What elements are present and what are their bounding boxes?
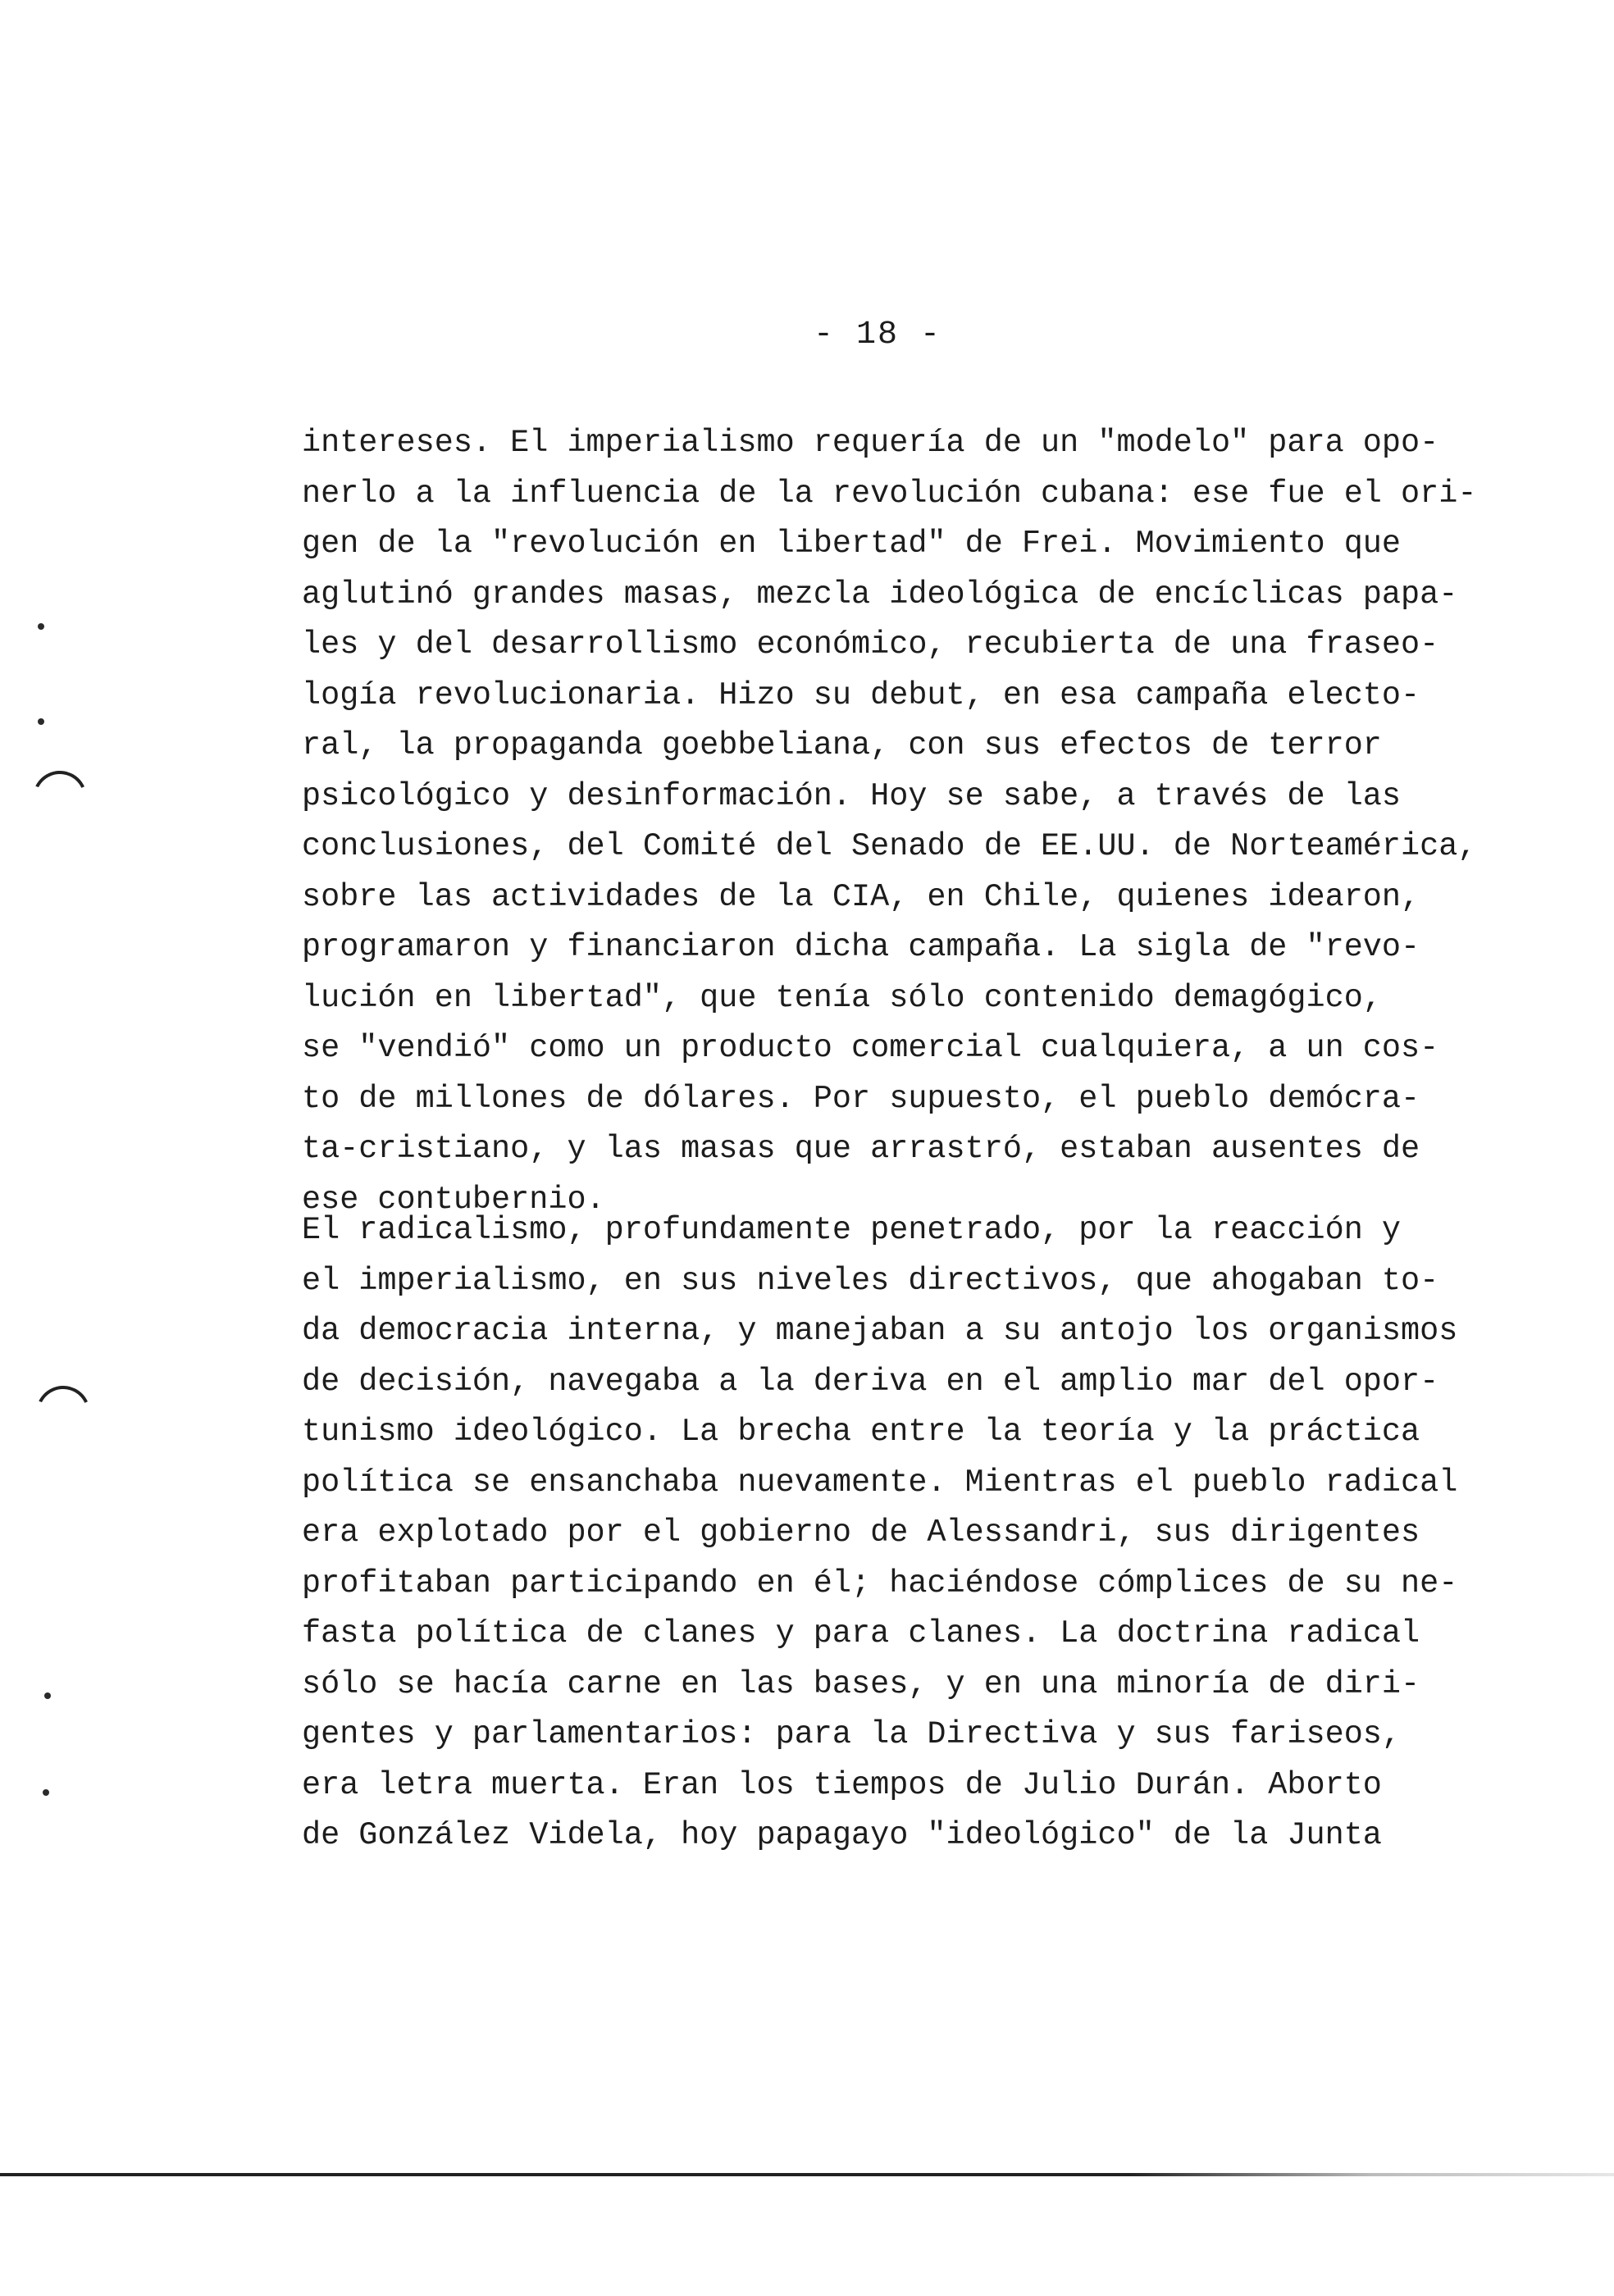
text-line: to de millones de dólares. Por supuesto, el pueblo demócra- bbox=[302, 1080, 1420, 1117]
text-line: programaron y financiaron dicha campaña. La sigla de "revo- bbox=[302, 929, 1420, 965]
margin-speck bbox=[43, 1789, 49, 1796]
page-number: - 18 - bbox=[813, 317, 942, 353]
margin-speck bbox=[38, 718, 44, 725]
text-line: sobre las actividades de la CIA, en Chile, quienes idearon, bbox=[302, 878, 1420, 915]
text-line: gen de la "revolución en libertad" de Frei. Movimiento que bbox=[302, 526, 1402, 562]
text-line: tunismo ideológico. La brecha entre la teoría y la práctica bbox=[302, 1414, 1420, 1450]
text-line: nerlo a la influencia de la revolución cubana: ese fue el ori- bbox=[302, 475, 1477, 512]
text-line: profitaban participando en él; haciéndose cómplices de su ne- bbox=[302, 1565, 1458, 1601]
text-line: el imperialismo, en sus niveles directivos, que ahogaban to- bbox=[302, 1262, 1439, 1299]
text-line: intereses. El imperialismo requería de un "modelo" para opo- bbox=[302, 425, 1439, 461]
text-line: se "vendió" como un producto comercial cualquiera, a un cos- bbox=[302, 1030, 1439, 1066]
text-line: gentes y parlamentarios: para la Directiva y sus fariseos, bbox=[302, 1716, 1402, 1752]
paragraph-2 bbox=[302, 1205, 1457, 1861]
scan-bottom-edge bbox=[0, 2173, 1614, 2176]
punch-hole-mark bbox=[25, 763, 95, 833]
punch-hole-mark bbox=[29, 1378, 98, 1448]
text-line: logía revolucionaria. Hizo su debut, en esa campaña electo- bbox=[302, 676, 1420, 713]
text-line: de decisión, navegaba a la deriva en el amplio mar del opor- bbox=[302, 1363, 1439, 1400]
text-line: política se ensanchaba nuevamente. Mientras el pueblo radical bbox=[302, 1464, 1458, 1501]
text-line: conclusiones, del Comité del Senado de EE.UU. de Norteamérica, bbox=[302, 828, 1477, 864]
margin-speck bbox=[38, 623, 44, 630]
text-line: sólo se hacía carne en las bases, y en una minoría de diri- bbox=[302, 1665, 1420, 1702]
text-line: de González Videla, hoy papagayo "ideológico" de la Junta bbox=[302, 1817, 1382, 1853]
text-line: era explotado por el gobierno de Alessandri, sus dirigentes bbox=[302, 1515, 1420, 1551]
text-line: fasta política de clanes y para clanes. La doctrina radical bbox=[302, 1615, 1420, 1651]
text-line: El radicalismo, profundamente penetrado, por la reacción y bbox=[302, 1212, 1402, 1248]
text-line: les y del desarrollismo económico, recubierta de una fraseo- bbox=[302, 626, 1439, 663]
text-line: ral, la propaganda goebbeliana, con sus efectos de terror bbox=[302, 727, 1382, 763]
paragraph-1 bbox=[302, 418, 1476, 1225]
text-line: da democracia interna, y manejaban a su antojo los organismos bbox=[302, 1313, 1458, 1349]
margin-speck bbox=[44, 1692, 51, 1699]
text-line: era letra muerta. Eran los tiempos de Julio Durán. Aborto bbox=[302, 1766, 1382, 1803]
text-line: ese contubernio. bbox=[302, 1181, 605, 1218]
text-line: lución en libertad", que tenía sólo contenido demagógico, bbox=[302, 979, 1382, 1016]
text-line: aglutinó grandes masas, mezcla ideológica de encíclicas papa- bbox=[302, 576, 1458, 613]
text-line: ta-cristiano, y las masas que arrastró, estaban ausentes de bbox=[302, 1131, 1420, 1167]
text-line: psicológico y desinformación. Hoy se sabe, a través de las bbox=[302, 777, 1402, 814]
